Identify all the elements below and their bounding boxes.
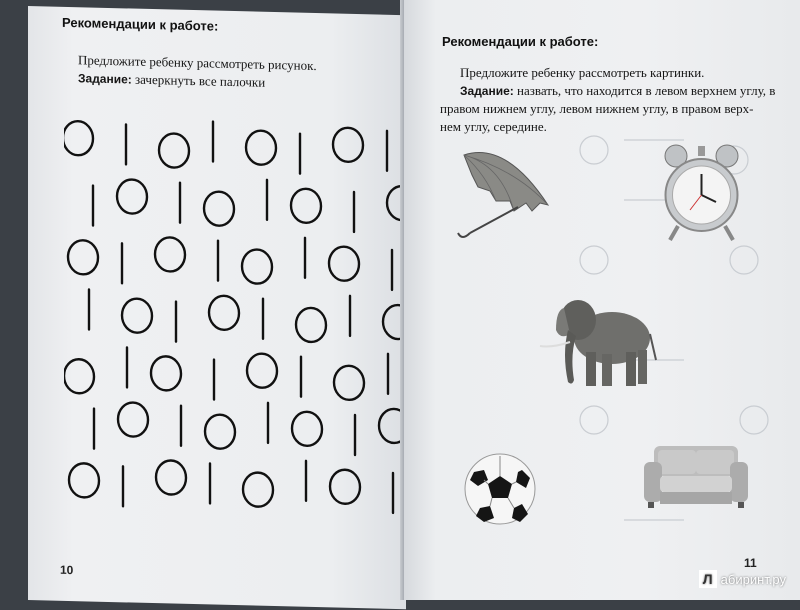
left-page xyxy=(28,6,406,609)
alarm-clock-picture xyxy=(654,140,749,245)
circle-shape xyxy=(246,130,276,165)
circle-shape xyxy=(118,402,148,437)
circle-shape xyxy=(296,308,326,343)
circle-shape xyxy=(117,179,147,214)
right-heading: Рекомендации к работе: xyxy=(442,34,599,49)
circle-shape xyxy=(209,295,239,330)
right-task-label: Задание: xyxy=(460,84,514,98)
circle-shape xyxy=(243,472,273,507)
umbrella-picture xyxy=(456,145,556,245)
circle-shape xyxy=(151,356,181,391)
sofa-picture xyxy=(640,440,752,514)
circle-shape xyxy=(247,353,277,388)
right-page-number: 11 xyxy=(744,556,757,570)
left-task-text: зачеркнуть все палочки xyxy=(135,71,266,90)
watermark-logo: Л xyxy=(699,570,717,588)
site-watermark xyxy=(699,570,786,588)
circle-shape xyxy=(330,469,360,504)
circle-shape xyxy=(291,188,321,223)
circle-shape xyxy=(64,359,94,394)
circle-shape xyxy=(64,121,93,156)
circle-shape xyxy=(205,414,235,449)
circle-shape xyxy=(68,240,98,275)
circle-shape xyxy=(69,463,99,498)
soccer-ball-picture xyxy=(460,452,540,527)
circle-shape xyxy=(242,249,272,284)
circle-shape xyxy=(155,237,185,272)
right-task-line-2: правом нижнем углу, левом нижнем углу, в правом верх- xyxy=(440,101,754,116)
left-instruction: Предложите ребенку рассмотреть рисунок. xyxy=(78,52,317,74)
circle-shape xyxy=(329,246,359,281)
left-task xyxy=(78,69,265,92)
circle-shape xyxy=(122,298,152,333)
left-heading: Рекомендации к работе: xyxy=(62,14,219,34)
left-page-number: 10 xyxy=(60,562,74,578)
right-instruction: Предложите ребенку рассмотреть картинки. xyxy=(460,65,705,80)
circle-shape xyxy=(292,411,322,446)
left-task-label: Задание: xyxy=(78,71,132,87)
watermark-text: абиринт.ру xyxy=(720,571,786,587)
right-page xyxy=(404,0,800,600)
right-task-line-1: назвать, что находится в левом верхнем углу, в xyxy=(517,83,776,98)
right-task xyxy=(440,82,780,136)
circle-shape xyxy=(156,460,186,495)
circle-shape xyxy=(334,365,364,400)
right-task-line-3: нем углу, середине. xyxy=(440,119,547,134)
circles-and-sticks-field xyxy=(64,115,424,524)
elephant-picture xyxy=(534,290,659,400)
circle-shape xyxy=(333,127,363,162)
circle-shape xyxy=(204,191,234,226)
circle-shape xyxy=(159,133,189,168)
